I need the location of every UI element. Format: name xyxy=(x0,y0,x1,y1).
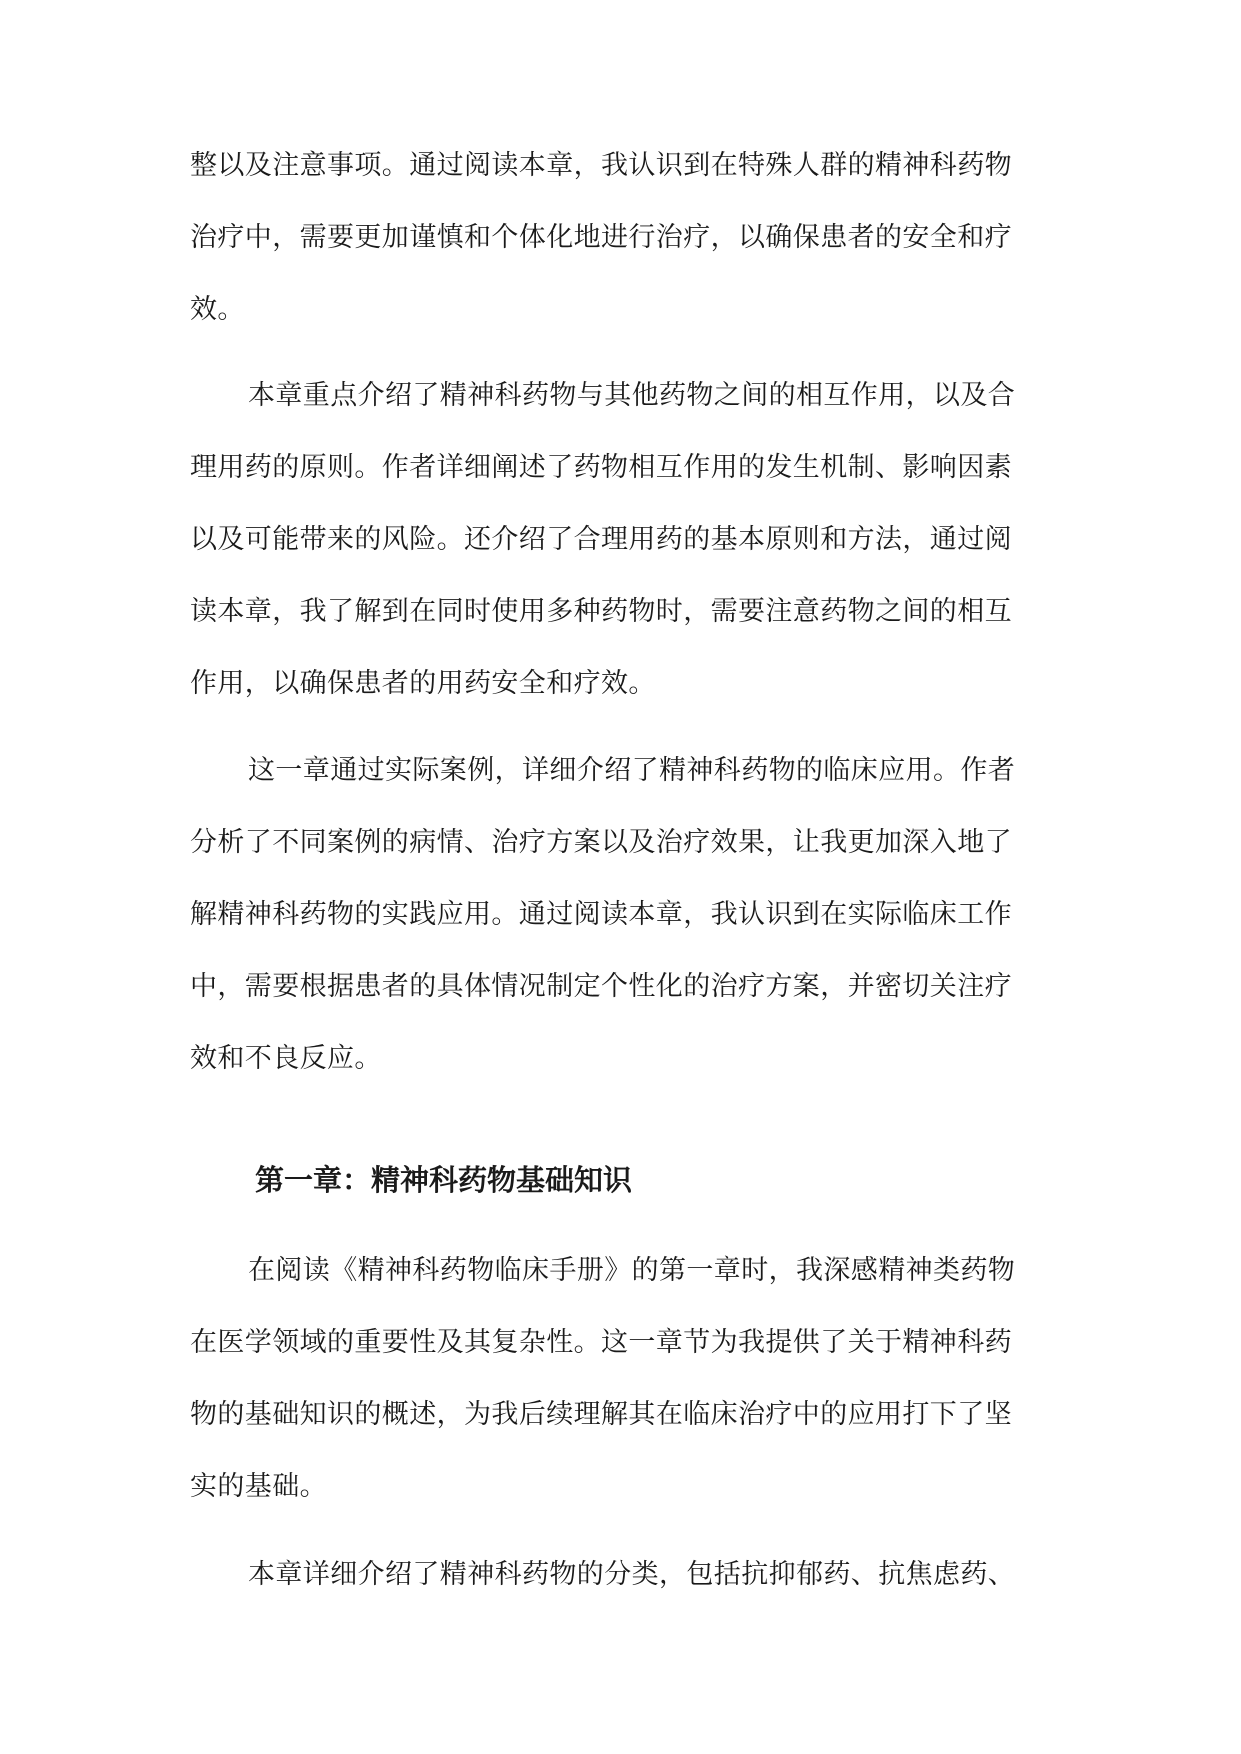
text-line: 以及可能带来的风险。还介绍了合理用药的基本原则和方法，通过阅 xyxy=(190,524,1012,555)
text-line: 读本章，我了解到在同时使用多种药物时，需要注意药物之间的相互 xyxy=(190,596,1012,627)
text-line: 在医学领域的重要性及其复杂性。这一章节为我提供了关于精神科药 xyxy=(190,1327,1012,1358)
text-line: 实的基础。 xyxy=(190,1471,327,1502)
text-line: 理用药的原则。作者详细阐述了药物相互作用的发生机制、影响因素 xyxy=(190,452,1012,483)
text-line: 整以及注意事项。通过阅读本章，我认识到在特殊人群的精神科药物 xyxy=(190,150,1012,181)
text-line: 效和不良反应。 xyxy=(190,1043,382,1074)
text-line: 效。 xyxy=(190,294,245,325)
text-line: 物的基础知识的概述，为我后续理解其在临床治疗中的应用打下了坚 xyxy=(190,1399,1012,1430)
text-line: 本章重点介绍了精神科药物与其他药物之间的相互作用，以及合 xyxy=(248,380,1016,411)
text-line: 治疗中，需要更加谨慎和个体化地进行治疗，以确保患者的安全和疗 xyxy=(190,222,1012,253)
text-line: 分析了不同案例的病情、治疗方案以及治疗效果，让我更加深入地了 xyxy=(190,827,1012,858)
chapter-heading: 第一章：精神科药物基础知识 xyxy=(255,1163,633,1197)
text-line: 这一章通过实际案例，详细介绍了精神科药物的临床应用。作者 xyxy=(248,755,1016,786)
text-line: 本章详细介绍了精神科药物的分类，包括抗抑郁药、抗焦虑药、 xyxy=(248,1559,1016,1590)
text-line: 解精神科药物的实践应用。通过阅读本章，我认识到在实际临床工作 xyxy=(190,899,1012,930)
text-line: 中，需要根据患者的具体情况制定个性化的治疗方案，并密切关注疗 xyxy=(190,971,1012,1002)
text-line: 在阅读《精神科药物临床手册》的第一章时，我深感精神类药物 xyxy=(248,1255,1016,1286)
text-line: 作用，以确保患者的用药安全和疗效。 xyxy=(190,668,656,699)
